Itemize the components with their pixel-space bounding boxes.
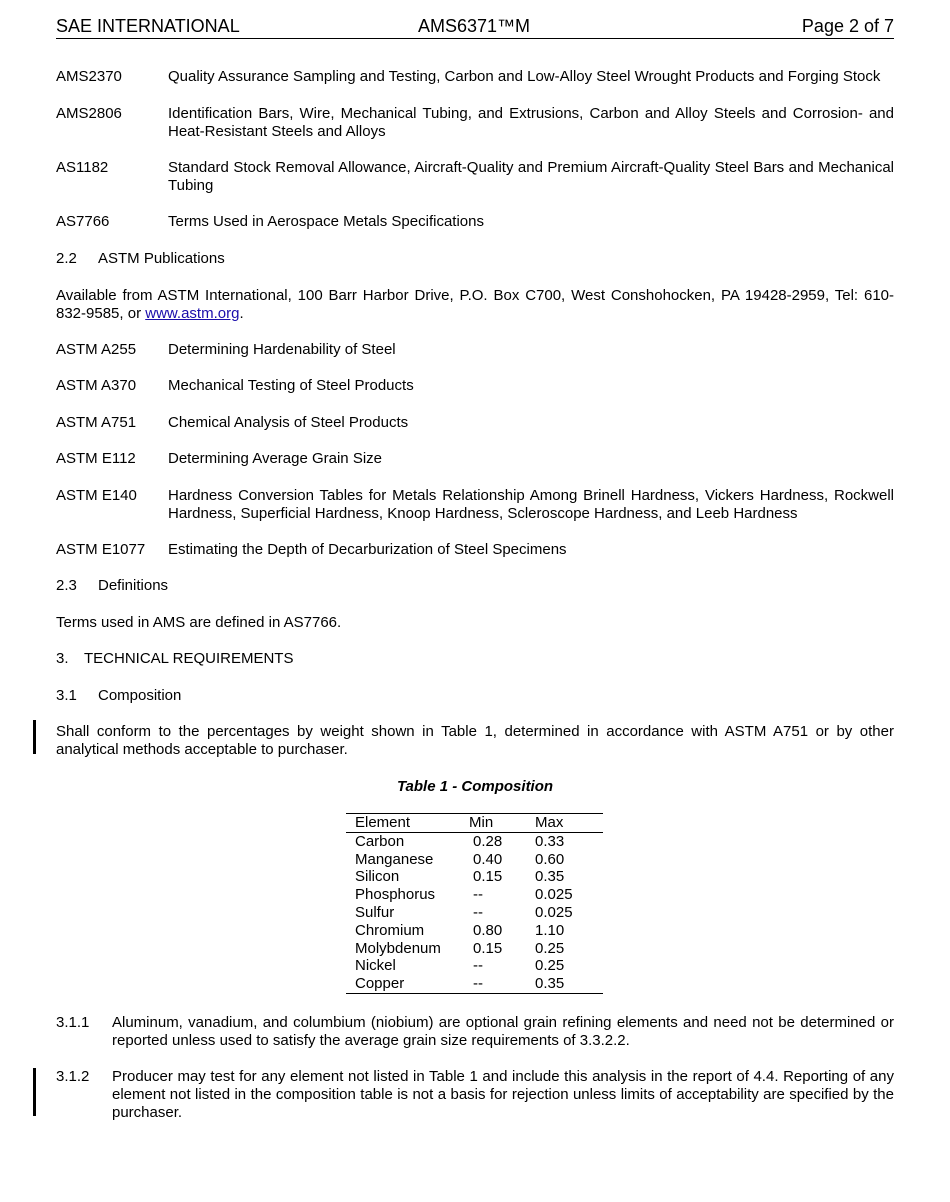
section-title: TECHNICAL REQUIREMENTS [84, 650, 294, 667]
section-number: 2.3 [56, 577, 77, 594]
table-row [346, 851, 603, 869]
subsection-3-1-2 [56, 1068, 894, 1122]
min-cell: -- [473, 903, 483, 921]
table-row [346, 975, 603, 993]
header-org: SAE INTERNATIONAL [56, 16, 240, 36]
table-header-row [346, 814, 603, 833]
max-cell: 1.10 [535, 921, 565, 939]
max-cell: 0.35 [535, 868, 565, 886]
reference-code: AMS2806 [56, 105, 122, 122]
min-cell: 0.80 [473, 921, 503, 939]
composition-text: Shall conform to the percentages by weight shown in Table 1, determined in accordance with ASTM A751 or by other analytical methods acceptable to purchaser. [56, 723, 894, 758]
max-cell: 0.025 [535, 903, 573, 921]
reference-code: ASTM A255 [56, 341, 137, 358]
element-cell: Silicon [355, 868, 400, 886]
reference-title: Quality Assurance Sampling and Testing, Carbon and Low-Alloy Steel Wrought Products and Forging Stock [168, 68, 881, 85]
min-cell: 0.15 [473, 939, 503, 957]
max-cell: 0.025 [535, 886, 573, 904]
header-page-number: Page 2 of 7 [801, 16, 894, 36]
subsection-number: 3.1.2 [56, 1068, 90, 1085]
element-cell: Nickel [355, 957, 396, 975]
revision-change-bar [33, 1068, 36, 1116]
reference-title: Estimating the Depth of Decarburization of Steel Specimens [168, 541, 567, 558]
reference-title: Chemical Analysis of Steel Products [168, 414, 409, 431]
reference-item [56, 487, 894, 523]
reference-title: Standard Stock Removal Allowance, Aircraft-Quality and Premium Aircraft-Quality Steel Bars and Mechanical Tubing [168, 159, 894, 194]
section-heading-technical-requirements [56, 650, 293, 668]
column-header: Max [535, 814, 564, 831]
max-cell: 0.25 [535, 939, 565, 957]
reference-title: Hardness Conversion Tables for Metals Relationship Among Brinell Hardness, Vickers Hardness, Rockwell Hardness, Superficial Hardness, Knoop Hardness, Scleroscope Hardness, and Leeb Hardness [168, 487, 894, 522]
element-cell: Sulfur [355, 903, 395, 921]
reference-code: ASTM E112 [56, 450, 136, 467]
min-cell: -- [473, 886, 483, 904]
max-cell: 0.60 [535, 850, 565, 868]
max-cell: 0.35 [535, 975, 565, 993]
reference-code: ASTM A751 [56, 414, 137, 431]
table-row [346, 922, 603, 940]
subsection-text: Producer may test for any element not listed in Table 1 and include this analysis in the report of 4.4. Reporting of any element not listed in the composition table is not a basis for rejection unless limits of acceptability are specified by the purchaser. [112, 1068, 894, 1121]
section-heading-astm [56, 250, 225, 268]
table-row [346, 868, 603, 886]
reference-code: AS7766 [56, 213, 110, 230]
subsection-text: Aluminum, vanadium, and columbium (niobium) are optional grain refining elements and need not be determined or reported unless used to satisfy the average grain size requirements of 3.3.2.2. [112, 1014, 894, 1049]
astm-website-link[interactable]: www.astm.org [145, 305, 240, 322]
subsection-3-1-1 [56, 1014, 894, 1050]
element-cell: Copper [355, 975, 405, 993]
table-row [346, 886, 603, 904]
page-header [56, 16, 894, 39]
composition-table [346, 813, 603, 994]
table-row [346, 940, 603, 958]
table-title: Table 1 - Composition [396, 778, 554, 795]
reference-title: Identification Bars, Wire, Mechanical Tubing, and Extrusions, Carbon and Alloy Steels and Corrosion- and Heat-Resistant Steels and Alloys [168, 105, 894, 140]
min-cell: 0.28 [473, 832, 503, 850]
table-row [346, 832, 603, 850]
reference-item [56, 341, 894, 359]
column-header: Min [469, 814, 494, 831]
reference-item [56, 377, 894, 395]
reference-code: AS1182 [56, 159, 109, 176]
min-cell: -- [473, 975, 483, 993]
element-cell: Manganese [355, 850, 434, 868]
header-doc-id: AMS6371™M [418, 16, 531, 36]
reference-title: Terms Used in Aerospace Metals Specifications [168, 213, 484, 230]
section-number: 3.1 [56, 687, 77, 704]
section-title: Definitions [98, 577, 169, 594]
max-cell: 0.33 [535, 832, 565, 850]
min-cell: -- [473, 957, 483, 975]
reference-item [56, 414, 894, 432]
reference-code: AMS2370 [56, 68, 122, 85]
reference-code: ASTM E1077 [56, 541, 146, 558]
max-cell: 0.25 [535, 957, 565, 975]
reference-item [56, 450, 894, 468]
availability-text: Available from ASTM International, 100 Barr Harbor Drive, P.O. Box C700, West Conshohocken, PA 19428-2959, Tel: 610-832-9585, or [56, 287, 894, 322]
revision-change-bar [33, 720, 36, 754]
reference-title: Determining Hardenability of Steel [168, 341, 396, 358]
reference-item [56, 68, 894, 86]
min-cell: 0.15 [473, 868, 503, 886]
element-cell: Carbon [355, 832, 405, 850]
column-header: Element [355, 814, 411, 831]
section-heading-composition [56, 687, 181, 705]
section-number: 2.2 [56, 250, 77, 267]
section-heading-definitions [56, 577, 168, 595]
subsection-number: 3.1.1 [56, 1014, 90, 1031]
reference-title: Mechanical Testing of Steel Products [168, 377, 414, 394]
section-title: ASTM Publications [98, 250, 225, 267]
astm-availability [56, 287, 894, 323]
reference-code: ASTM A370 [56, 377, 137, 394]
definitions-text: Terms used in AMS are defined in AS7766. [56, 614, 342, 631]
table-row [346, 957, 603, 975]
element-cell: Phosphorus [355, 886, 436, 904]
section-number: 3. [56, 650, 69, 667]
element-cell: Chromium [355, 921, 425, 939]
section-title: Composition [98, 687, 182, 704]
reference-item [56, 541, 894, 559]
reference-title: Determining Average Grain Size [168, 450, 382, 467]
availability-end: . [239, 305, 244, 322]
element-cell: Molybdenum [355, 939, 441, 957]
min-cell: 0.40 [473, 850, 503, 868]
reference-item [56, 213, 894, 231]
table-row [346, 904, 603, 922]
reference-item [56, 105, 894, 141]
reference-item [56, 159, 894, 195]
reference-code: ASTM E140 [56, 487, 137, 504]
